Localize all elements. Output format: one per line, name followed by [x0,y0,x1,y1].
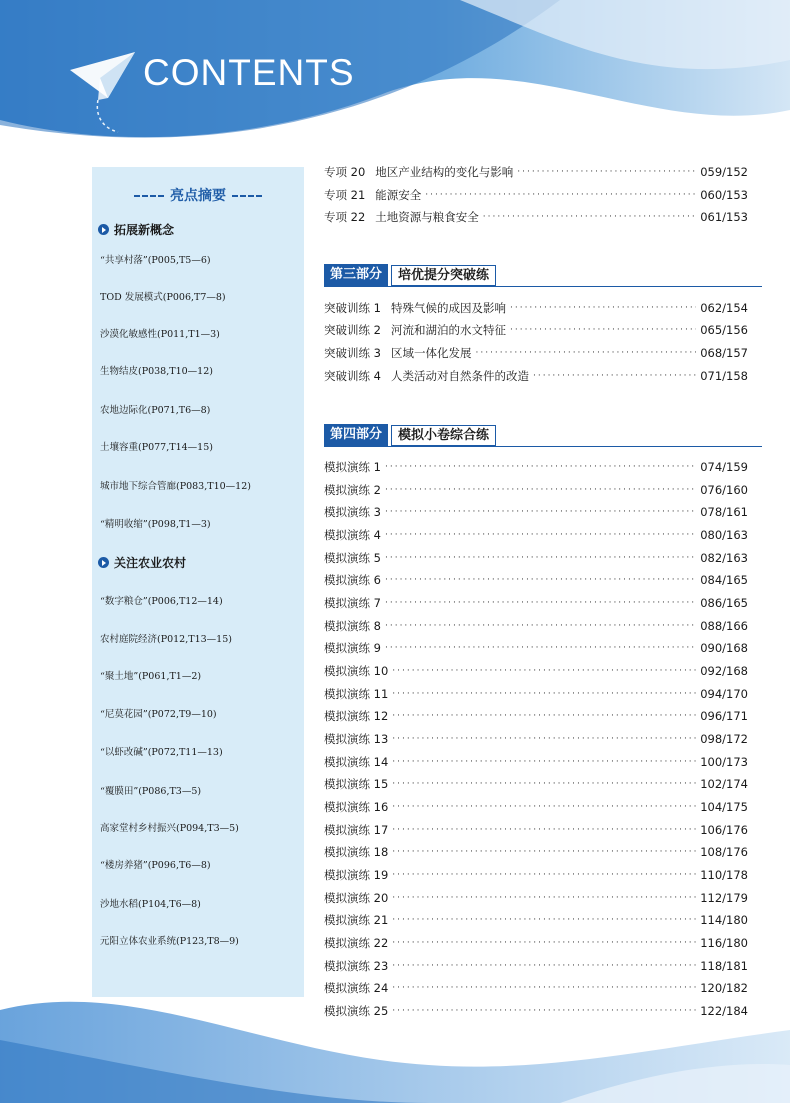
toc-row[interactable] [324,549,748,567]
part3-header [324,264,764,286]
toc-row[interactable] [324,321,748,339]
toc-page: 112/179 [700,891,748,905]
toc-page: 059/152 [700,165,748,179]
toc-label: 模拟演练 10 [324,664,389,678]
toc-page: 118/181 [700,959,748,973]
toc-row[interactable] [324,843,748,861]
concept-item: 沙地水稻(P104,T6—8) [100,899,201,910]
toc-row[interactable] [324,911,748,929]
concept-item: TOD 发展模式(P006,T7—8) [100,292,226,303]
dot-leader [392,938,696,948]
concept-item: 元阳立体农业系统(P123,T8—9) [100,936,239,947]
dot-leader [392,1006,696,1016]
dot-leader [392,757,696,767]
dot-leader [385,621,696,631]
toc-label: 模拟演练 1 [324,460,381,474]
dot-leader [385,485,696,495]
toc-row[interactable] [324,707,748,725]
toc-page: 104/175 [700,800,748,814]
toc-page: 088/166 [700,619,748,633]
part4-header [324,424,764,446]
toc-title: 地区产业结构的变化与影响 [375,165,514,179]
toc-page: 074/159 [700,460,748,474]
toc-page: 122/184 [700,1004,748,1018]
toc-label: 模拟演练 5 [324,551,381,565]
toc-label: 模拟演练 23 [324,959,389,973]
category-new-concepts [98,221,174,238]
toc-label: 专项 20 [324,165,366,179]
concept-item: 土壤容重(P077,T14—15) [100,442,213,453]
concept-item: “共享村落”(P005,T5—6) [100,255,211,266]
toc-row[interactable] [324,662,748,680]
toc-page: 062/154 [700,301,748,315]
toc-label: 模拟演练 14 [324,755,389,769]
toc-row[interactable] [324,798,748,816]
toc-title: 土地资源与粮食安全 [375,210,479,224]
toc-page: 102/174 [700,777,748,791]
toc-row[interactable] [324,753,748,771]
category-label: 拓展新概念 [114,223,175,237]
toc-label: 模拟演练 22 [324,936,389,950]
concept-item: “楼房养猪”(P096,T6—8) [100,860,211,871]
toc-label: 模拟演练 25 [324,1004,389,1018]
toc-page: 086/165 [700,596,748,610]
dot-leader [392,893,696,903]
dot-leader [425,190,696,200]
dot-leader [510,325,696,335]
toc-label: 专项 22 [324,210,366,224]
toc-label: 模拟演练 17 [324,823,389,837]
concept-item: “精明收缩”(P098,T1—3) [100,519,211,530]
toc-label: 模拟演练 18 [324,845,389,859]
toc-page: 116/180 [700,936,748,950]
part-title: 模拟小卷综合练 [391,425,496,446]
toc-row[interactable] [324,571,748,589]
dot-leader [510,303,696,313]
toc-row[interactable] [324,617,748,635]
toc-label: 模拟演练 7 [324,596,381,610]
concept-item: 城市地下综合管廊(P083,T10—12) [100,481,251,492]
toc-label: 模拟演练 9 [324,641,381,655]
toc-row[interactable] [324,299,748,317]
toc-label: 突破训练 4 [324,369,381,383]
toc-label: 突破训练 1 [324,301,381,315]
toc-label: 模拟演练 24 [324,981,389,995]
toc-label: 模拟演练 4 [324,528,381,542]
part-label: 第三部分 [324,264,388,286]
dot-leader [392,779,696,789]
toc-page: 060/153 [700,188,748,202]
dot-leader [385,530,696,540]
dot-leader [392,734,696,744]
toc-row[interactable] [324,458,748,476]
toc-page: 082/163 [700,551,748,565]
toc-row[interactable] [324,889,748,907]
toc-page: 078/161 [700,505,748,519]
page-title: CONTENTS [143,52,355,93]
heading-rule-right [232,195,262,197]
toc-row[interactable] [324,344,748,362]
toc-row[interactable] [324,208,748,226]
toc-row[interactable] [324,186,748,204]
toc-label: 模拟演练 15 [324,777,389,791]
toc-page: 114/180 [700,913,748,927]
toc-row[interactable] [324,957,748,975]
toc-row[interactable] [324,503,748,521]
concept-item: “数字粮仓”(P006,T12—14) [100,596,223,607]
toc-page: 076/160 [700,483,748,497]
toc-page: 106/176 [700,823,748,837]
toc-row[interactable] [324,526,748,544]
concept-item: “尼莫花园”(P072,T9—10) [100,709,217,720]
toc-label: 模拟演练 3 [324,505,381,519]
dot-leader [392,825,696,835]
toc-title: 区域一体化发展 [390,346,472,360]
toc-label: 模拟演练 12 [324,709,389,723]
play-circle-icon [98,224,109,235]
heading-rule-left [134,195,164,197]
dot-leader [392,847,696,857]
toc-label: 模拟演练 2 [324,483,381,497]
part-label: 第四部分 [324,424,388,446]
dot-leader [385,507,696,517]
part-divider [324,286,762,287]
dot-leader [385,462,696,472]
toc-row[interactable] [324,979,748,997]
toc-label: 突破训练 2 [324,323,381,337]
toc-row[interactable] [324,730,748,748]
toc-label: 模拟演练 8 [324,619,381,633]
concept-item: “聚土地”(P061,T1—2) [100,671,202,682]
dot-leader [392,689,696,699]
toc-page: 110/178 [700,868,748,882]
toc-title: 能源安全 [375,188,422,202]
dot-leader [392,870,696,880]
part-title: 培优提分突破练 [391,265,496,286]
concept-item: 沙漠化敏感性(P011,T1—3) [100,329,220,340]
toc-row[interactable] [324,934,748,952]
dot-leader [483,212,696,222]
concept-item: 生物结皮(P038,T10—12) [100,366,213,377]
concept-item: “以虾改碱”(P072,T11—13) [100,747,223,758]
toc-title: 河流和湖泊的水文特征 [390,323,506,337]
dot-leader [385,553,696,563]
dot-leader [392,711,696,721]
toc-page: 096/171 [700,709,748,723]
dot-leader [392,961,696,971]
toc-label: 模拟演练 21 [324,913,389,927]
toc-title: 人类活动对自然条件的改造 [390,369,529,383]
toc-page: 108/176 [700,845,748,859]
dot-leader [385,575,696,585]
toc-page: 080/163 [700,528,748,542]
dot-leader [475,348,696,358]
dot-leader [385,598,696,608]
toc-row[interactable] [324,481,748,499]
toc-row[interactable] [324,1002,748,1020]
highlights-sidebar [92,167,304,997]
toc-label: 突破训练 3 [324,346,381,360]
toc-row[interactable] [324,866,748,884]
toc-page: 071/158 [700,369,748,383]
toc-row[interactable] [324,639,748,657]
dot-leader [392,666,696,676]
toc-row[interactable] [324,775,748,793]
toc-title: 特殊气候的成因及影响 [390,301,506,315]
toc-label: 模拟演练 11 [324,687,389,701]
toc-page: 094/170 [700,687,748,701]
dot-leader [385,643,696,653]
toc-page: 098/172 [700,732,748,746]
toc-page: 068/157 [700,346,748,360]
concept-item: 农村庭院经济(P012,T13—15) [100,634,232,645]
toc-page: 090/168 [700,641,748,655]
toc-label: 模拟演练 16 [324,800,389,814]
toc-row[interactable] [324,163,748,181]
toc-page: 120/182 [700,981,748,995]
toc-page: 061/153 [700,210,748,224]
toc-row[interactable] [324,821,748,839]
dot-leader [392,802,696,812]
toc-page: 100/173 [700,755,748,769]
toc-row[interactable] [324,594,748,612]
concept-item: 农地边际化(P071,T6—8) [100,405,211,416]
concept-item: “覆膜田”(P086,T3—5) [100,786,202,797]
sidebar-heading-text: 亮点摘要 [170,188,226,204]
toc-page: 092/168 [700,664,748,678]
dot-leader [533,371,696,381]
toc-label: 专项 21 [324,188,366,202]
category-label: 关注农业农村 [114,556,187,570]
toc-row[interactable] [324,367,748,385]
play-circle-icon [98,557,109,568]
dot-leader [392,983,696,993]
dot-leader [392,915,696,925]
toc-row[interactable] [324,685,748,703]
toc-label: 模拟演练 19 [324,868,389,882]
toc-label: 模拟演练 13 [324,732,389,746]
dot-leader [517,167,696,177]
concept-item: 高家堂村乡村振兴(P094,T3—5) [100,823,239,834]
sidebar-heading [92,185,304,205]
toc-label: 模拟演练 6 [324,573,381,587]
category-agriculture [98,554,186,571]
toc-page: 065/156 [700,323,748,337]
part-divider [324,446,762,447]
toc-label: 模拟演练 20 [324,891,389,905]
toc-page: 084/165 [700,573,748,587]
